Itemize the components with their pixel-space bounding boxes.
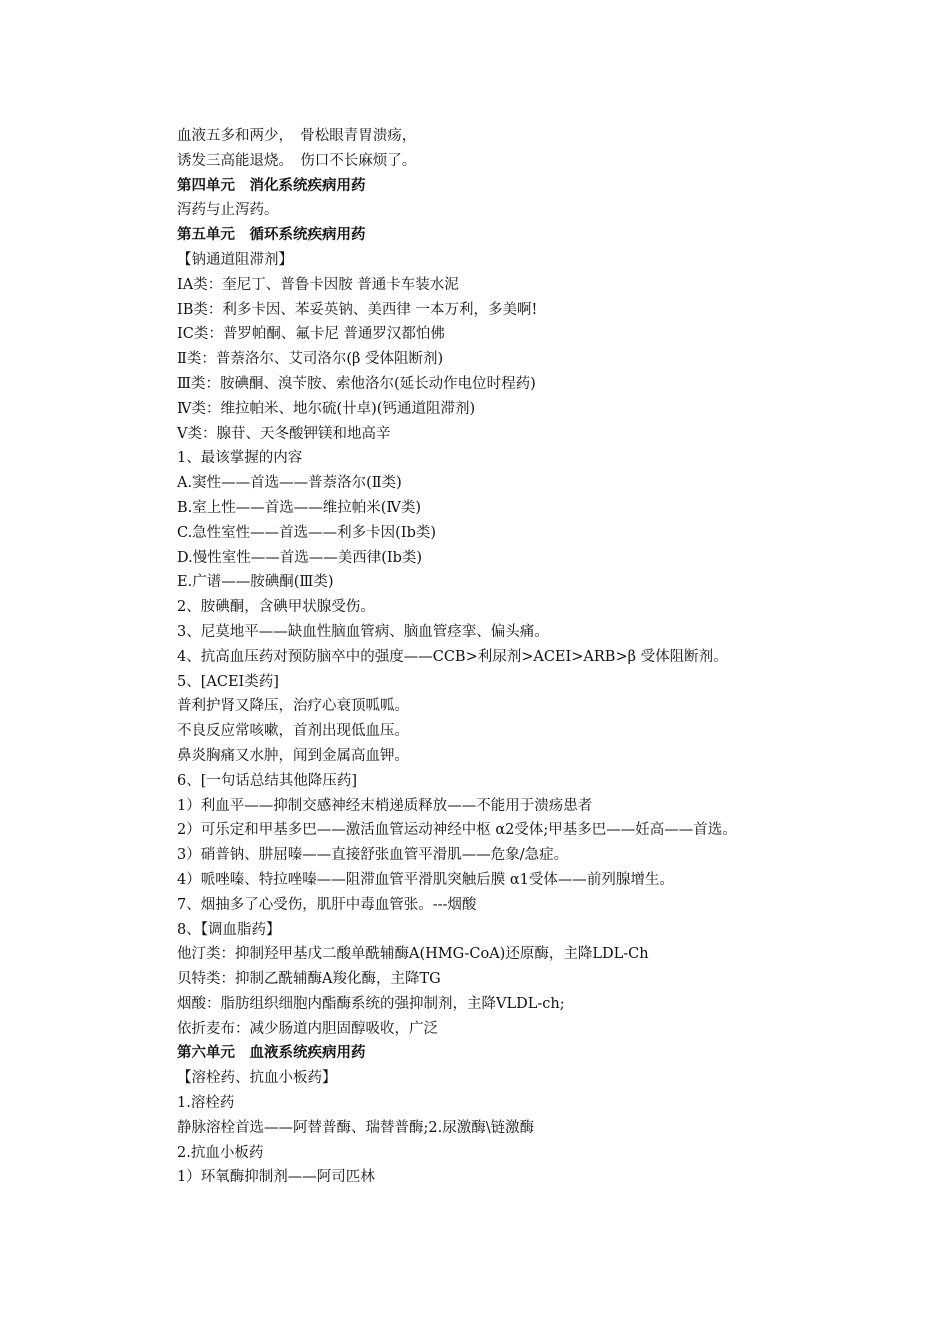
text-line: B.室上性——首选——维拉帕米(Ⅳ类) [177, 499, 422, 516]
text-line: 不良反应常咳嗽，首剂出现低血压。 [177, 723, 409, 740]
text-line: A.窦性——首选——普萘洛尔(Ⅱ类) [177, 475, 402, 492]
text-line: ⅠB类：利多卡因、苯妥英钠、美西律 一本万利，多美啊! [177, 301, 538, 318]
text-line: C.急性室性——首选——利多卡因(Ⅰb类) [177, 524, 437, 541]
text-line: 【钠通道阻滞剂】 [177, 251, 293, 268]
text-line: 普利护肾又降压，治疗心衰顶呱呱。 [177, 698, 409, 715]
text-line: E.广谱——胺碘酮(Ⅲ类) [177, 574, 334, 591]
text-line: ⅠA类：奎尼丁、普鲁卡因胺 普通卡车装水泥 [177, 276, 459, 293]
text-line: 4、抗高血压药对预防脑卒中的强度——CCB>利尿剂>ACEI>ARB>β 受体阻断剂。 [177, 648, 728, 665]
text-line: 3、尼莫地平——缺血性脑血管病、脑血管痉挛、偏头痛。 [177, 623, 549, 640]
text-line: Ⅲ类：胺碘酮、溴苄胺、索他洛尔(延长动作电位时程药) [177, 375, 536, 392]
section-heading: 第六单元 血液系统疾病用药 [177, 1044, 366, 1062]
text-line: 泻药与止泻药。 [177, 202, 279, 219]
text-line: 静脉溶栓首选——阿替普酶、瑞替普酶;2.尿激酶\链激酶 [177, 1119, 535, 1136]
text-line: 5、[ACEI类药] [177, 673, 279, 690]
text-line: 贝特类：抑制乙酰辅酶A羧化酶，主降TG [177, 971, 441, 988]
text-line: 烟酸：脂肪组织细胞内酯酶系统的强抑制剂，主降VLDL-ch; [177, 995, 565, 1012]
text-line: 2、胺碘酮，含碘甲状腺受伤。 [177, 599, 375, 616]
text-line: D.慢性室性——首选——美西律(Ⅰb类) [177, 549, 423, 566]
text-line: 4）哌唑嗪、特拉唑嗪——阻滞血管平滑肌突触后膜 α1受体——前列腺增生。 [177, 871, 674, 888]
text-line: 1）利血平——抑制交感神经末梢递质释放——不能用于溃疡患者 [177, 797, 593, 814]
text-line: 依折麦布：减少肠道内胆固醇吸收，广泛 [177, 1020, 438, 1037]
text-line: 7、烟抽多了心受伤，肌肝中毒血管张。---烟酸 [177, 896, 477, 913]
text-line: Ⅴ类：腺苷、天冬酸钾镁和地高辛 [177, 425, 391, 442]
text-line: 2.抗血小板药 [177, 1144, 264, 1161]
text-line: 3）硝普钠、肼屈嗪——直接舒张血管平滑肌——危象/急症。 [177, 847, 569, 864]
text-line: 【溶栓药、抗血小板药】 [177, 1070, 337, 1087]
section-heading: 第五单元 循环系统疾病用药 [177, 226, 366, 244]
text-line: 6、[一句话总结其他降压药] [177, 772, 358, 789]
text-line: 2）可乐定和甲基多巴——激活血管运动神经中枢 α2受体;甲基多巴——妊高——首选。 [177, 822, 737, 839]
text-line: 诱发三高能退烧。 伤口不长麻烦了。 [177, 152, 417, 169]
text-line: 1）环氧酶抑制剂——阿司匹林 [177, 1169, 375, 1186]
text-line: Ⅱ类：普萘洛尔、艾司洛尔(β 受体阻断剂) [177, 351, 444, 368]
text-line: 1、最该掌握的内容 [177, 450, 303, 467]
document-body [145, 124, 825, 1190]
section-heading: 第四单元 消化系统疾病用药 [177, 176, 366, 194]
text-line: ⅠC类：普罗帕酮、氟卡尼 普通罗汉都怕佛 [177, 326, 445, 343]
text-line: Ⅳ类：维拉帕米、地尔硫(卄卓)(钙通道阻滞剂) [177, 400, 476, 417]
text-line: 8、【调血脂药】 [177, 921, 281, 938]
text-line: 血液五多和两少， 骨松眼青胃溃疡， [177, 128, 417, 144]
text-line: 他汀类：抑制羟甲基戊二酸单酰辅酶A(HMG-CoA)还原酶，主降LDL-Ch [177, 946, 649, 963]
text-line: 鼻炎胸痛又水肿，闻到金属高血钾。 [177, 747, 409, 764]
text-line: 1.溶栓药 [177, 1095, 235, 1112]
